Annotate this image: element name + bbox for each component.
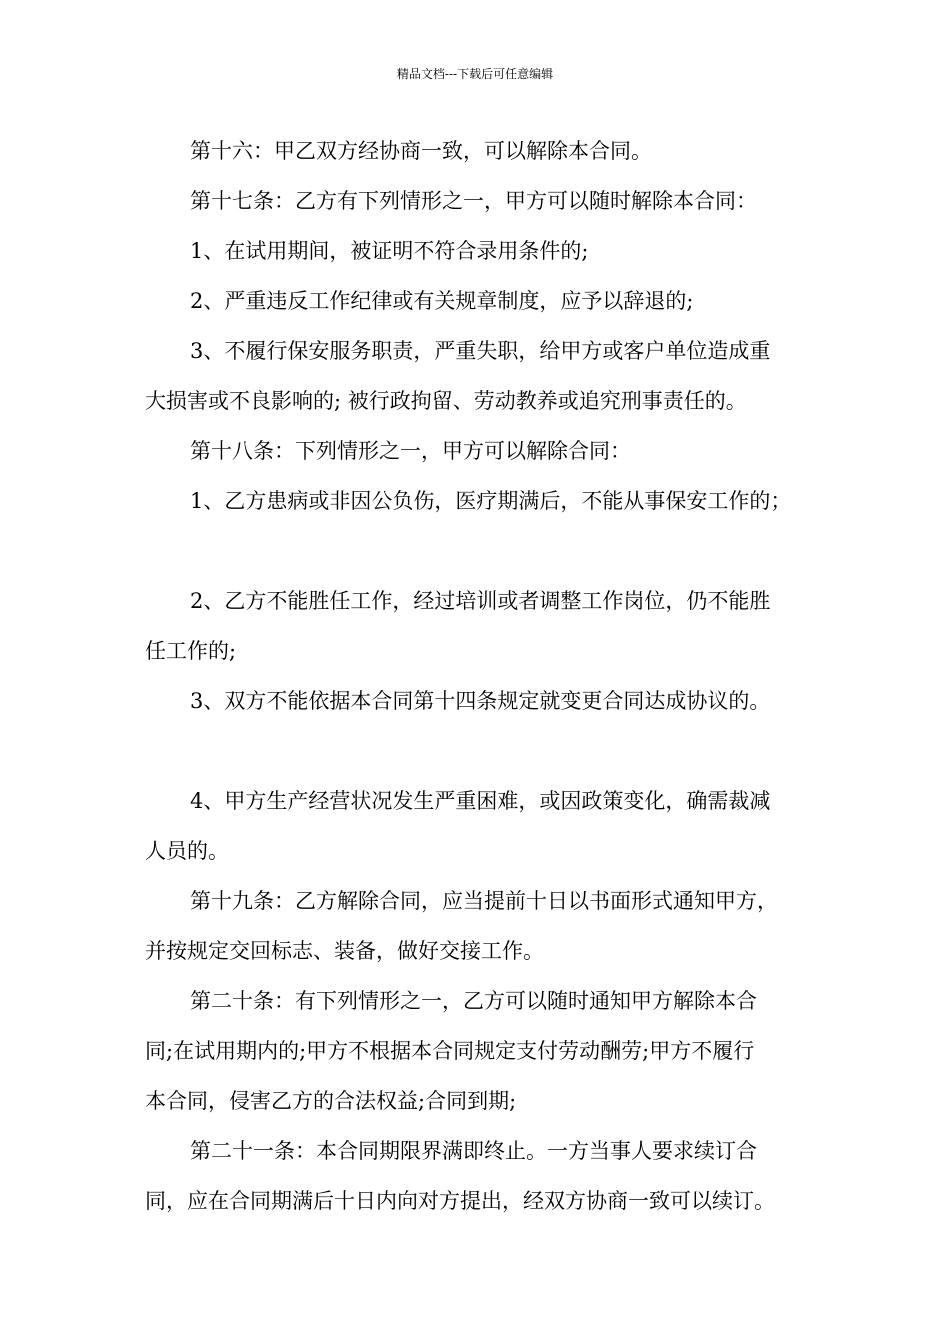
clause-21: 第二十一条：本合同期限界满即终止。一方当事人要求续订合	[190, 1139, 757, 1163]
clause-16: 第十六：甲乙双方经协商一致，可以解除本合同。	[190, 139, 652, 163]
clause-20: 第二十条：有下列情形之一，乙方可以随时通知甲方解除本合	[190, 989, 757, 1013]
clause-17-item-3: 3、不履行保安服务职责，严重失职，给甲方或客户单位造成重	[190, 339, 771, 363]
clause-19: 第十九条：乙方解除合同，应当提前十日以书面形式通知甲方，	[190, 889, 778, 913]
clause-21-cont: 同，应在合同期满后十日内向对方提出，经双方协商一致可以续订。	[145, 1189, 775, 1213]
clause-20-cont-1: 同;在试用期内的;甲方不根据本合同规定支付劳动酬劳;甲方不履行	[145, 1039, 755, 1063]
clause-17-item-3-cont: 大损害或不良影响的; 被行政拘留、劳动教养或追究刑事责任的。	[145, 389, 747, 413]
clause-18-item-4-cont: 人员的。	[145, 839, 229, 863]
clause-18: 第十八条：下列情形之一，甲方可以解除合同：	[190, 439, 631, 463]
clause-18-item-1: 1、乙方患病或非因公负伤，医疗期满后，不能从事保安工作的；	[190, 489, 792, 513]
page-header: 精品文档---下载后可任意编辑	[396, 67, 554, 81]
clause-17-item-2: 2、严重违反工作纪律或有关规章制度，应予以辞退的;	[190, 289, 694, 313]
clause-17: 第十七条：乙方有下列情形之一，甲方可以随时解除本合同：	[190, 189, 757, 213]
clause-17-item-1: 1、在试用期间，被证明不符合录用条件的;	[190, 239, 589, 263]
clause-18-item-3: 3、双方不能依据本合同第十四条规定就变更合同达成协议的。	[190, 689, 771, 713]
clause-20-cont-2: 本合同，侵害乙方的合法权益;合同到期;	[145, 1089, 517, 1113]
clause-18-item-2: 2、乙方不能胜任工作，经过培训或者调整工作岗位，仍不能胜	[190, 589, 771, 613]
clause-18-item-2-cont: 任工作的;	[145, 639, 237, 663]
clause-18-item-4: 4、甲方生产经营状况发生严重困难，或因政策变化，确需裁减	[190, 789, 771, 813]
clause-19-cont: 并按规定交回标志、装备，做好交接工作。	[145, 939, 544, 963]
